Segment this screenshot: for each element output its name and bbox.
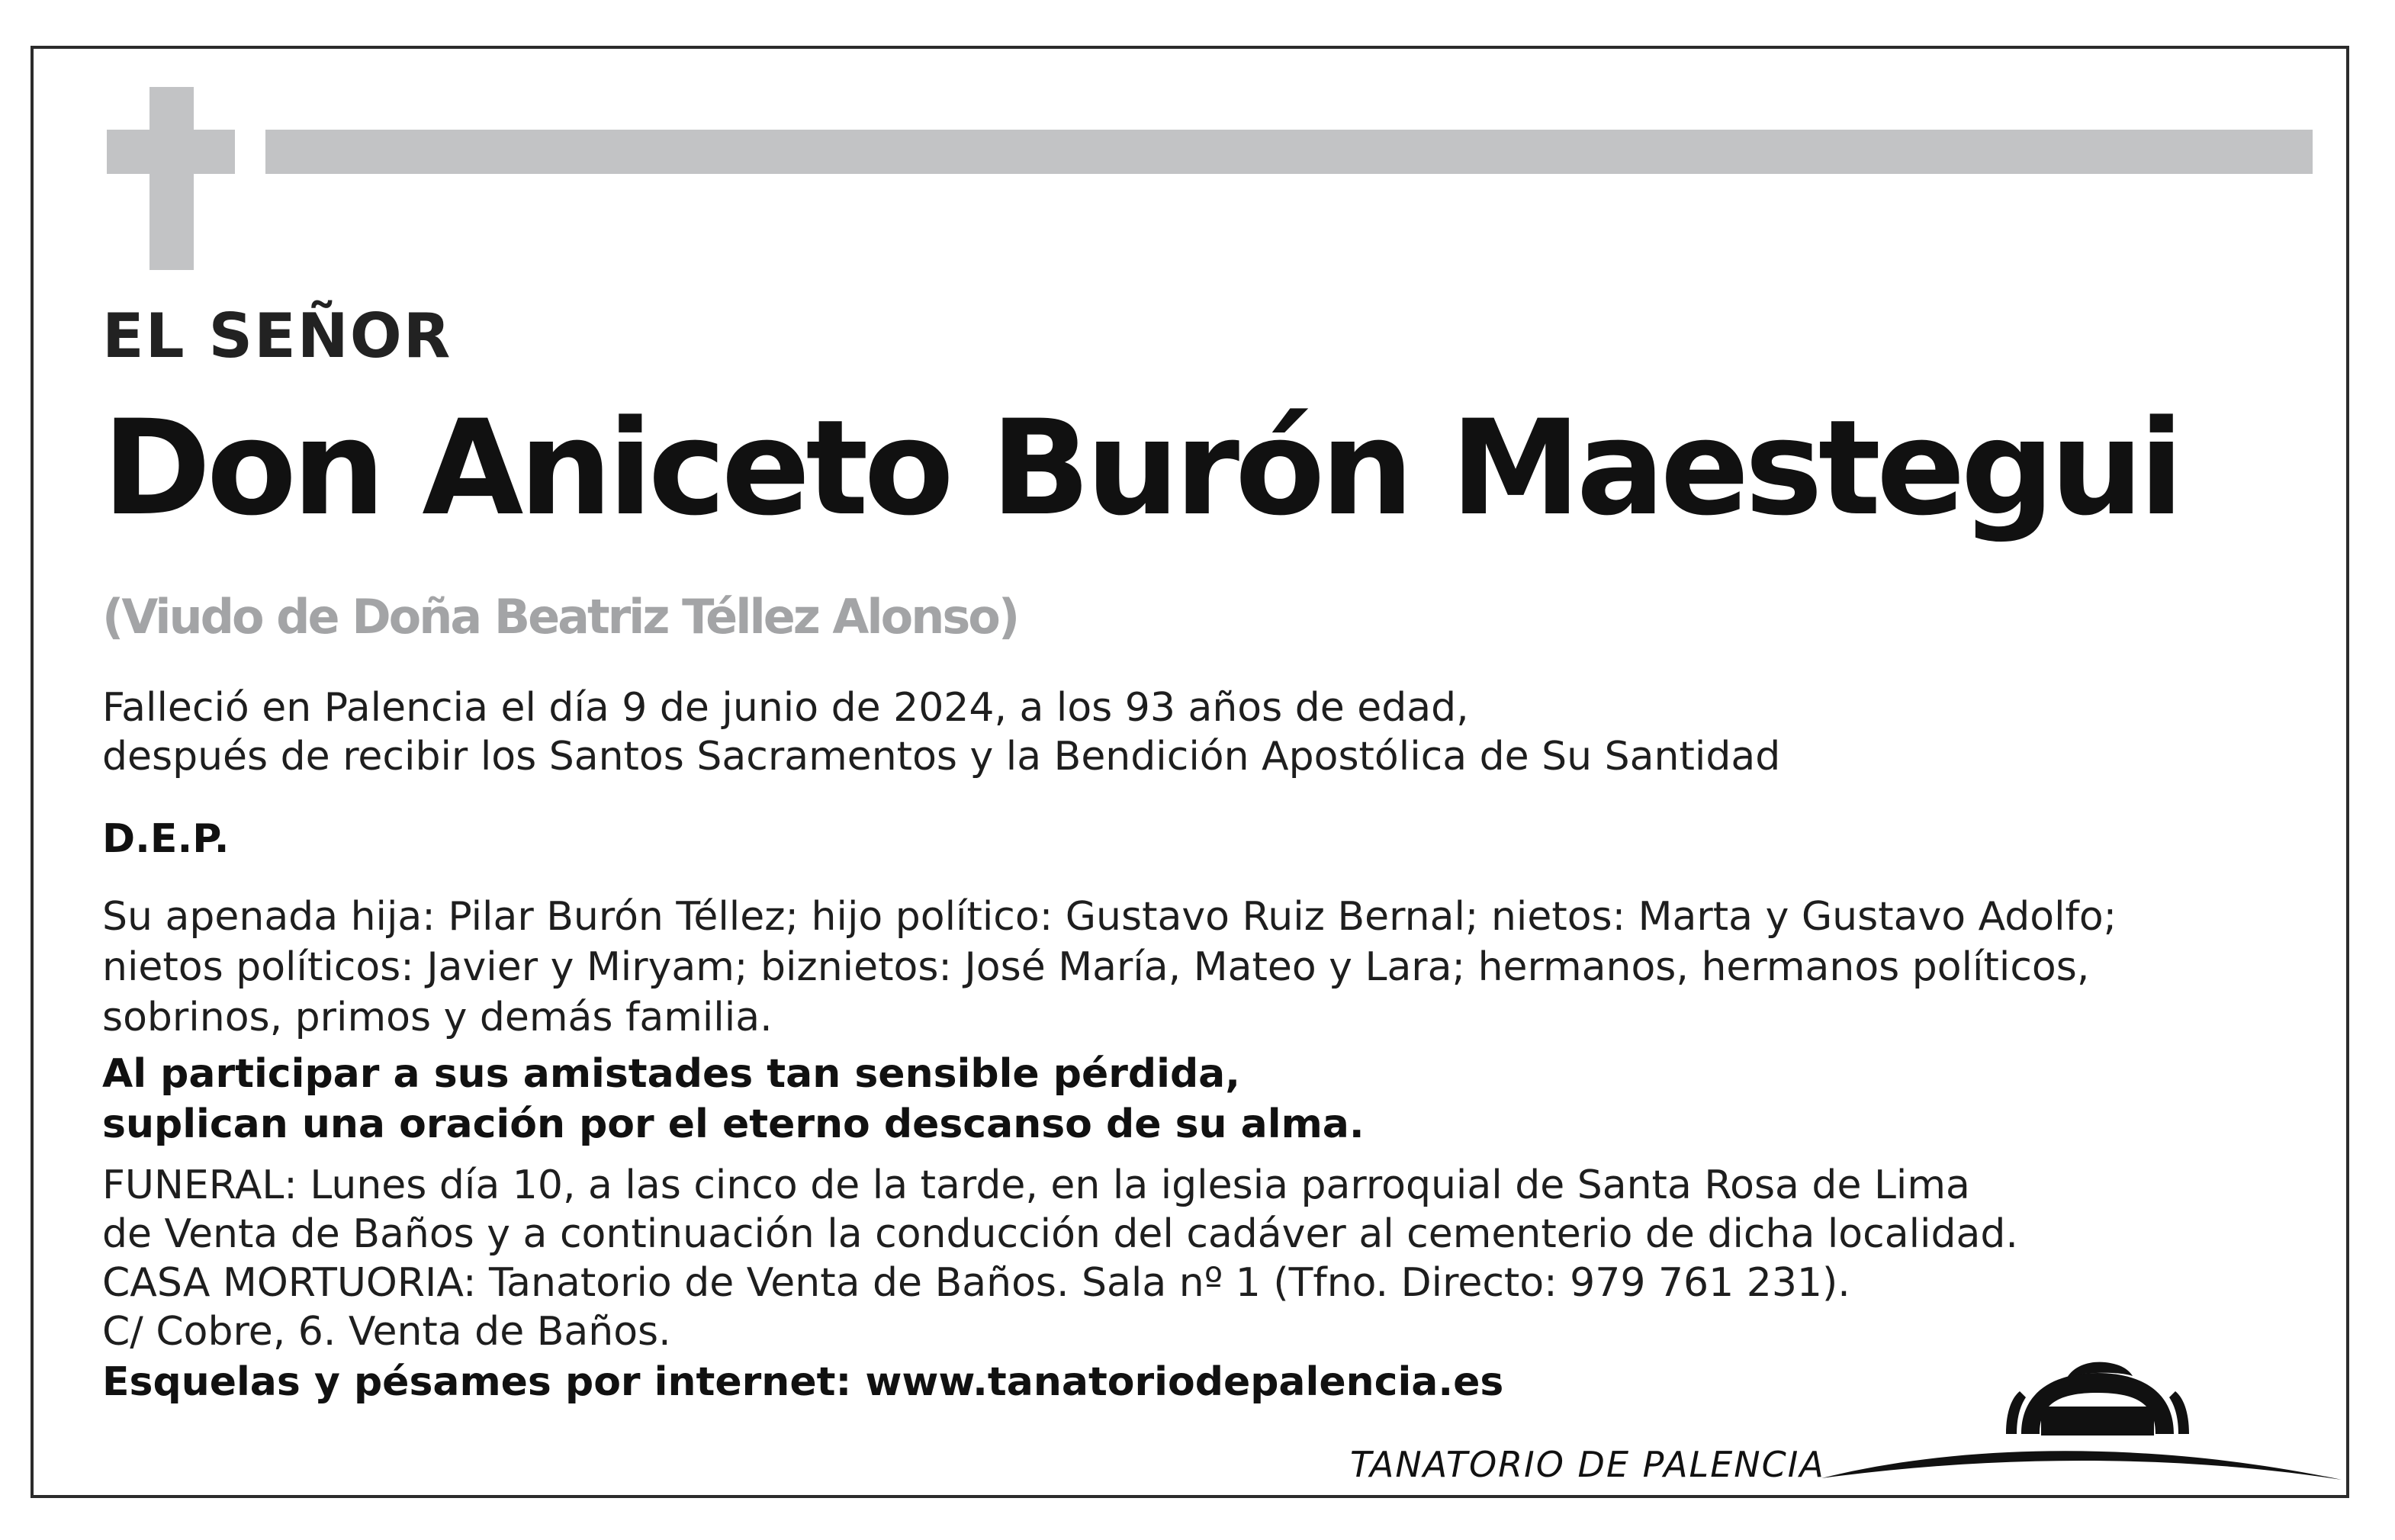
cross-icon-bar	[107, 130, 235, 174]
death-info-line: después de recibir los Santos Sacramentos y la Bendición Apostólica de Su Santidad	[102, 734, 1781, 780]
dep-label: D.E.P.	[102, 816, 230, 862]
funeral-line: FUNERAL: Lunes día 10, a las cinco de la tarde, en la iglesia parroquial de Santa Rosa de Lima	[102, 1162, 1970, 1208]
family-line: Su apenada hija: Pilar Burón Téllez; hijo político: Gustavo Ruiz Bernal; nietos: Marta y Gustavo Adolfo;	[102, 894, 2117, 940]
family-line: nietos políticos: Javier y Miryam; biznietos: José María, Mateo y Lara; hermanos, hermanos políticos,	[102, 944, 2090, 990]
header-rule	[265, 130, 2313, 174]
plea-line: Al participar a sus amistades tan sensible pérdida,	[102, 1051, 1241, 1097]
widow-note: (Viudo de Doña Beatriz Téllez Alonso)	[102, 589, 1018, 645]
funeral-line: de Venta de Baños y a continuación la conducción del cadáver al cementerio de dicha localidad.	[102, 1211, 2018, 1257]
notice-heading: EL SEÑOR	[102, 301, 452, 371]
tanatorio-logo-icon	[1815, 1327, 2349, 1503]
funeral-line: C/ Cobre, 6. Venta de Baños.	[102, 1309, 671, 1355]
website-line: Esquelas y pésames por internet: www.tanatoriodepalencia.es	[102, 1359, 1504, 1405]
logo-text: TANATORIO DE PALENCIA	[1350, 1444, 1825, 1485]
cross-icon	[149, 87, 194, 270]
deceased-name: Don Aniceto Burón Maestegui	[102, 391, 2180, 545]
funeral-line: CASA MORTUORIA: Tanatorio de Venta de Baños. Sala nº 1 (Tfno. Directo: 979 761 231).	[102, 1260, 1850, 1306]
plea-line: suplican una oración por el eterno descanso de su alma.	[102, 1101, 1365, 1147]
family-line: sobrinos, primos y demás familia.	[102, 995, 773, 1040]
death-info-line: Falleció en Palencia el día 9 de junio de 2024, a los 93 años de edad,	[102, 685, 1469, 731]
